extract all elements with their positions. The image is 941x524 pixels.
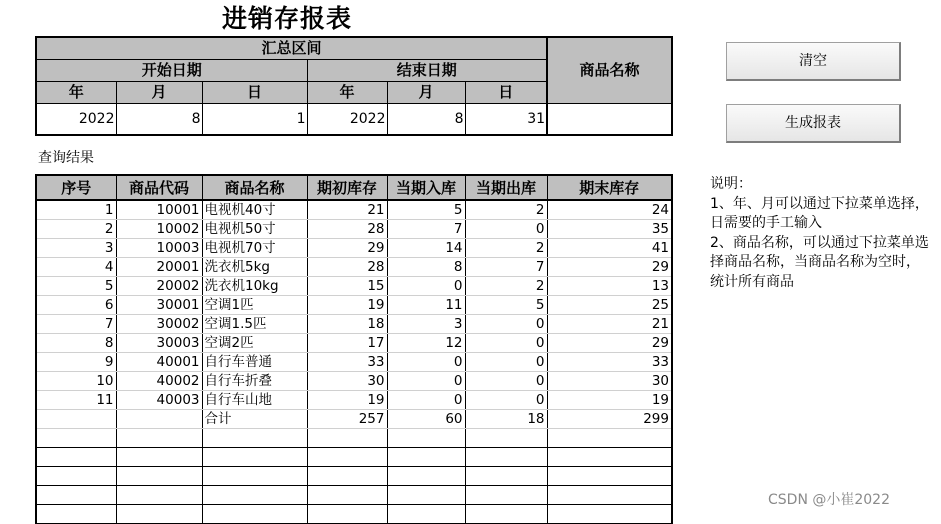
table-cell[interactable]: 30001 xyxy=(116,296,202,315)
empty-cell[interactable] xyxy=(202,486,307,505)
table-cell[interactable]: 空调1匹 xyxy=(202,296,307,315)
empty-cell[interactable] xyxy=(116,467,202,486)
table-cell[interactable]: 41 xyxy=(547,239,672,258)
empty-cell[interactable] xyxy=(116,410,202,429)
empty-cell[interactable] xyxy=(547,429,672,448)
empty-row xyxy=(36,486,672,505)
end-month-header: 月 xyxy=(387,82,465,104)
empty-cell[interactable] xyxy=(387,429,465,448)
table-cell[interactable]: 28 xyxy=(307,220,387,239)
table-cell[interactable]: 0 xyxy=(465,372,547,391)
table-cell[interactable]: 11 xyxy=(387,296,465,315)
table-cell[interactable]: 29 xyxy=(307,239,387,258)
table-cell[interactable]: 28 xyxy=(307,258,387,277)
end-year-header: 年 xyxy=(307,82,387,104)
table-cell[interactable]: 空调1.5匹 xyxy=(202,315,307,334)
column-header: 序号 xyxy=(36,175,116,200)
table-cell[interactable]: 40001 xyxy=(116,353,202,372)
summary-criteria-table xyxy=(35,36,673,136)
table-cell[interactable]: 33 xyxy=(547,353,672,372)
table-cell[interactable]: 12 xyxy=(387,334,465,353)
table-row xyxy=(36,258,672,277)
table-cell[interactable]: 0 xyxy=(387,353,465,372)
table-cell[interactable]: 10002 xyxy=(116,220,202,239)
end-year-cell[interactable]: 2022 xyxy=(307,104,387,136)
total-row xyxy=(36,410,672,429)
empty-cell[interactable] xyxy=(116,448,202,467)
table-cell[interactable]: 7 xyxy=(465,258,547,277)
empty-row xyxy=(36,467,672,486)
table-cell[interactable]: 30 xyxy=(307,372,387,391)
empty-cell[interactable] xyxy=(547,467,672,486)
table-cell[interactable]: 3 xyxy=(387,315,465,334)
table-cell[interactable]: 洗衣机5kg xyxy=(202,258,307,277)
table-cell[interactable]: 18 xyxy=(307,315,387,334)
empty-cell[interactable] xyxy=(465,486,547,505)
query-result-label: 查询结果 xyxy=(38,150,94,166)
empty-cell[interactable] xyxy=(116,486,202,505)
generate-report-button[interactable]: 生成报表 xyxy=(726,104,901,143)
empty-cell[interactable] xyxy=(307,429,387,448)
table-cell[interactable]: 19 xyxy=(307,391,387,410)
empty-cell[interactable] xyxy=(307,486,387,505)
empty-cell[interactable] xyxy=(465,505,547,524)
table-row xyxy=(36,239,672,258)
end-date-header: 结束日期 xyxy=(307,60,547,82)
table-row xyxy=(36,315,672,334)
empty-cell[interactable] xyxy=(116,505,202,524)
table-cell[interactable]: 35 xyxy=(547,220,672,239)
empty-row xyxy=(36,429,672,448)
empty-cell[interactable] xyxy=(36,467,116,486)
start-month-cell[interactable]: 8 xyxy=(116,104,202,136)
table-cell[interactable]: 5 xyxy=(387,200,465,220)
empty-cell[interactable] xyxy=(307,467,387,486)
table-row xyxy=(36,296,672,315)
table-row xyxy=(36,353,672,372)
product-name-header: 商品名称 xyxy=(547,37,672,104)
table-cell[interactable]: 11 xyxy=(36,391,116,410)
empty-cell[interactable] xyxy=(307,448,387,467)
report-title: 进销存报表 xyxy=(222,4,353,33)
instructions-note xyxy=(710,175,930,292)
empty-cell[interactable] xyxy=(387,448,465,467)
table-cell[interactable]: 自行车山地 xyxy=(202,391,307,410)
table-cell[interactable]: 0 xyxy=(465,334,547,353)
table-cell[interactable]: 13 xyxy=(547,277,672,296)
empty-cell[interactable] xyxy=(36,429,116,448)
table-cell[interactable]: 14 xyxy=(387,239,465,258)
empty-cell[interactable] xyxy=(202,505,307,524)
end-day-header: 日 xyxy=(465,82,547,104)
table-cell[interactable]: 20001 xyxy=(116,258,202,277)
table-cell[interactable]: 空调2匹 xyxy=(202,334,307,353)
watermark: CSDN @小崔2022 xyxy=(768,492,890,508)
empty-cell[interactable] xyxy=(387,486,465,505)
table-cell[interactable]: 0 xyxy=(465,315,547,334)
table-cell[interactable]: 0 xyxy=(387,372,465,391)
empty-row xyxy=(36,505,672,524)
clear-button[interactable]: 清空 xyxy=(726,42,901,81)
table-cell[interactable]: 0 xyxy=(465,391,547,410)
note-line: 说明： xyxy=(710,176,752,192)
total-cell[interactable]: 18 xyxy=(465,410,547,429)
table-cell[interactable]: 24 xyxy=(547,200,672,220)
empty-cell[interactable] xyxy=(547,505,672,524)
table-cell[interactable]: 电视机50寸 xyxy=(202,220,307,239)
table-cell[interactable]: 8 xyxy=(36,334,116,353)
empty-cell[interactable] xyxy=(465,429,547,448)
empty-cell[interactable] xyxy=(387,505,465,524)
table-cell[interactable]: 30 xyxy=(547,372,672,391)
table-cell[interactable]: 20002 xyxy=(116,277,202,296)
table-cell[interactable]: 9 xyxy=(36,353,116,372)
table-cell[interactable]: 29 xyxy=(547,334,672,353)
table-row xyxy=(36,277,672,296)
empty-row xyxy=(36,448,672,467)
table-cell[interactable]: 自行车折叠 xyxy=(202,372,307,391)
table-cell[interactable]: 10 xyxy=(36,372,116,391)
empty-cell[interactable] xyxy=(202,467,307,486)
table-cell[interactable]: 15 xyxy=(307,277,387,296)
table-cell[interactable]: 2 xyxy=(465,200,547,220)
table-cell[interactable]: 0 xyxy=(465,220,547,239)
results-table xyxy=(35,174,673,524)
start-day-header: 日 xyxy=(202,82,307,104)
table-cell[interactable]: 电视机70寸 xyxy=(202,239,307,258)
empty-cell[interactable] xyxy=(36,505,116,524)
empty-cell[interactable] xyxy=(202,448,307,467)
total-cell[interactable]: 60 xyxy=(387,410,465,429)
table-cell[interactable]: 6 xyxy=(36,296,116,315)
start-date-header: 开始日期 xyxy=(36,60,307,82)
empty-cell[interactable] xyxy=(465,467,547,486)
table-cell[interactable]: 29 xyxy=(547,258,672,277)
table-cell[interactable]: 7 xyxy=(36,315,116,334)
note-line: 1、年、月可以通过下拉菜单选择，日需要的手工输入 xyxy=(710,195,929,231)
total-cell[interactable]: 299 xyxy=(547,410,672,429)
empty-cell[interactable] xyxy=(36,410,116,429)
table-cell[interactable]: 0 xyxy=(465,353,547,372)
column-header: 期末库存 xyxy=(547,175,672,200)
table-cell[interactable]: 30003 xyxy=(116,334,202,353)
table-row xyxy=(36,220,672,239)
note-line: 2、商品名称，可以通过下拉菜单选择商品名称，当商品名称为空时，统计所有商品 xyxy=(710,234,929,290)
product-name-cell[interactable] xyxy=(547,104,672,136)
empty-cell[interactable] xyxy=(202,429,307,448)
column-header: 商品代码 xyxy=(116,175,202,200)
table-cell[interactable]: 10001 xyxy=(116,200,202,220)
table-cell[interactable]: 1 xyxy=(36,200,116,220)
table-cell[interactable]: 5 xyxy=(465,296,547,315)
empty-cell[interactable] xyxy=(36,448,116,467)
total-cell[interactable]: 257 xyxy=(307,410,387,429)
table-cell[interactable]: 7 xyxy=(387,220,465,239)
table-row xyxy=(36,200,672,220)
empty-cell[interactable] xyxy=(465,448,547,467)
start-month-header: 月 xyxy=(116,82,202,104)
table-cell[interactable]: 40002 xyxy=(116,372,202,391)
table-cell[interactable]: 40003 xyxy=(116,391,202,410)
start-year-cell[interactable]: 2022 xyxy=(36,104,116,136)
table-cell[interactable]: 0 xyxy=(387,391,465,410)
table-cell[interactable]: 2 xyxy=(465,239,547,258)
table-cell[interactable]: 8 xyxy=(387,258,465,277)
table-cell[interactable]: 3 xyxy=(36,239,116,258)
table-cell[interactable]: 21 xyxy=(307,200,387,220)
empty-cell[interactable] xyxy=(116,429,202,448)
column-header: 当期出库 xyxy=(465,175,547,200)
end-day-cell[interactable]: 31 xyxy=(465,104,547,136)
table-cell[interactable]: 洗衣机10kg xyxy=(202,277,307,296)
table-cell[interactable]: 4 xyxy=(36,258,116,277)
start-day-cell[interactable]: 1 xyxy=(202,104,307,136)
total-cell[interactable]: 合计 xyxy=(202,410,307,429)
table-cell[interactable]: 21 xyxy=(547,315,672,334)
table-cell[interactable]: 33 xyxy=(307,353,387,372)
table-cell[interactable]: 19 xyxy=(547,391,672,410)
table-row xyxy=(36,391,672,410)
table-row xyxy=(36,334,672,353)
table-cell[interactable]: 19 xyxy=(307,296,387,315)
table-cell[interactable]: 5 xyxy=(36,277,116,296)
table-cell[interactable]: 2 xyxy=(36,220,116,239)
table-cell[interactable]: 0 xyxy=(387,277,465,296)
end-month-cell[interactable]: 8 xyxy=(387,104,465,136)
summary-range-header: 汇总区间 xyxy=(36,37,547,60)
empty-cell[interactable] xyxy=(36,486,116,505)
column-header: 商品名称 xyxy=(202,175,307,200)
column-header: 当期入库 xyxy=(387,175,465,200)
empty-cell[interactable] xyxy=(547,448,672,467)
start-year-header: 年 xyxy=(36,82,116,104)
table-row xyxy=(36,372,672,391)
table-cell[interactable]: 10003 xyxy=(116,239,202,258)
table-cell[interactable]: 30002 xyxy=(116,315,202,334)
column-header: 期初库存 xyxy=(307,175,387,200)
table-cell[interactable]: 2 xyxy=(465,277,547,296)
empty-cell[interactable] xyxy=(307,505,387,524)
table-cell[interactable]: 电视机40寸 xyxy=(202,200,307,220)
empty-cell[interactable] xyxy=(547,486,672,505)
table-cell[interactable]: 25 xyxy=(547,296,672,315)
table-cell[interactable]: 17 xyxy=(307,334,387,353)
empty-cell[interactable] xyxy=(387,467,465,486)
table-cell[interactable]: 自行车普通 xyxy=(202,353,307,372)
